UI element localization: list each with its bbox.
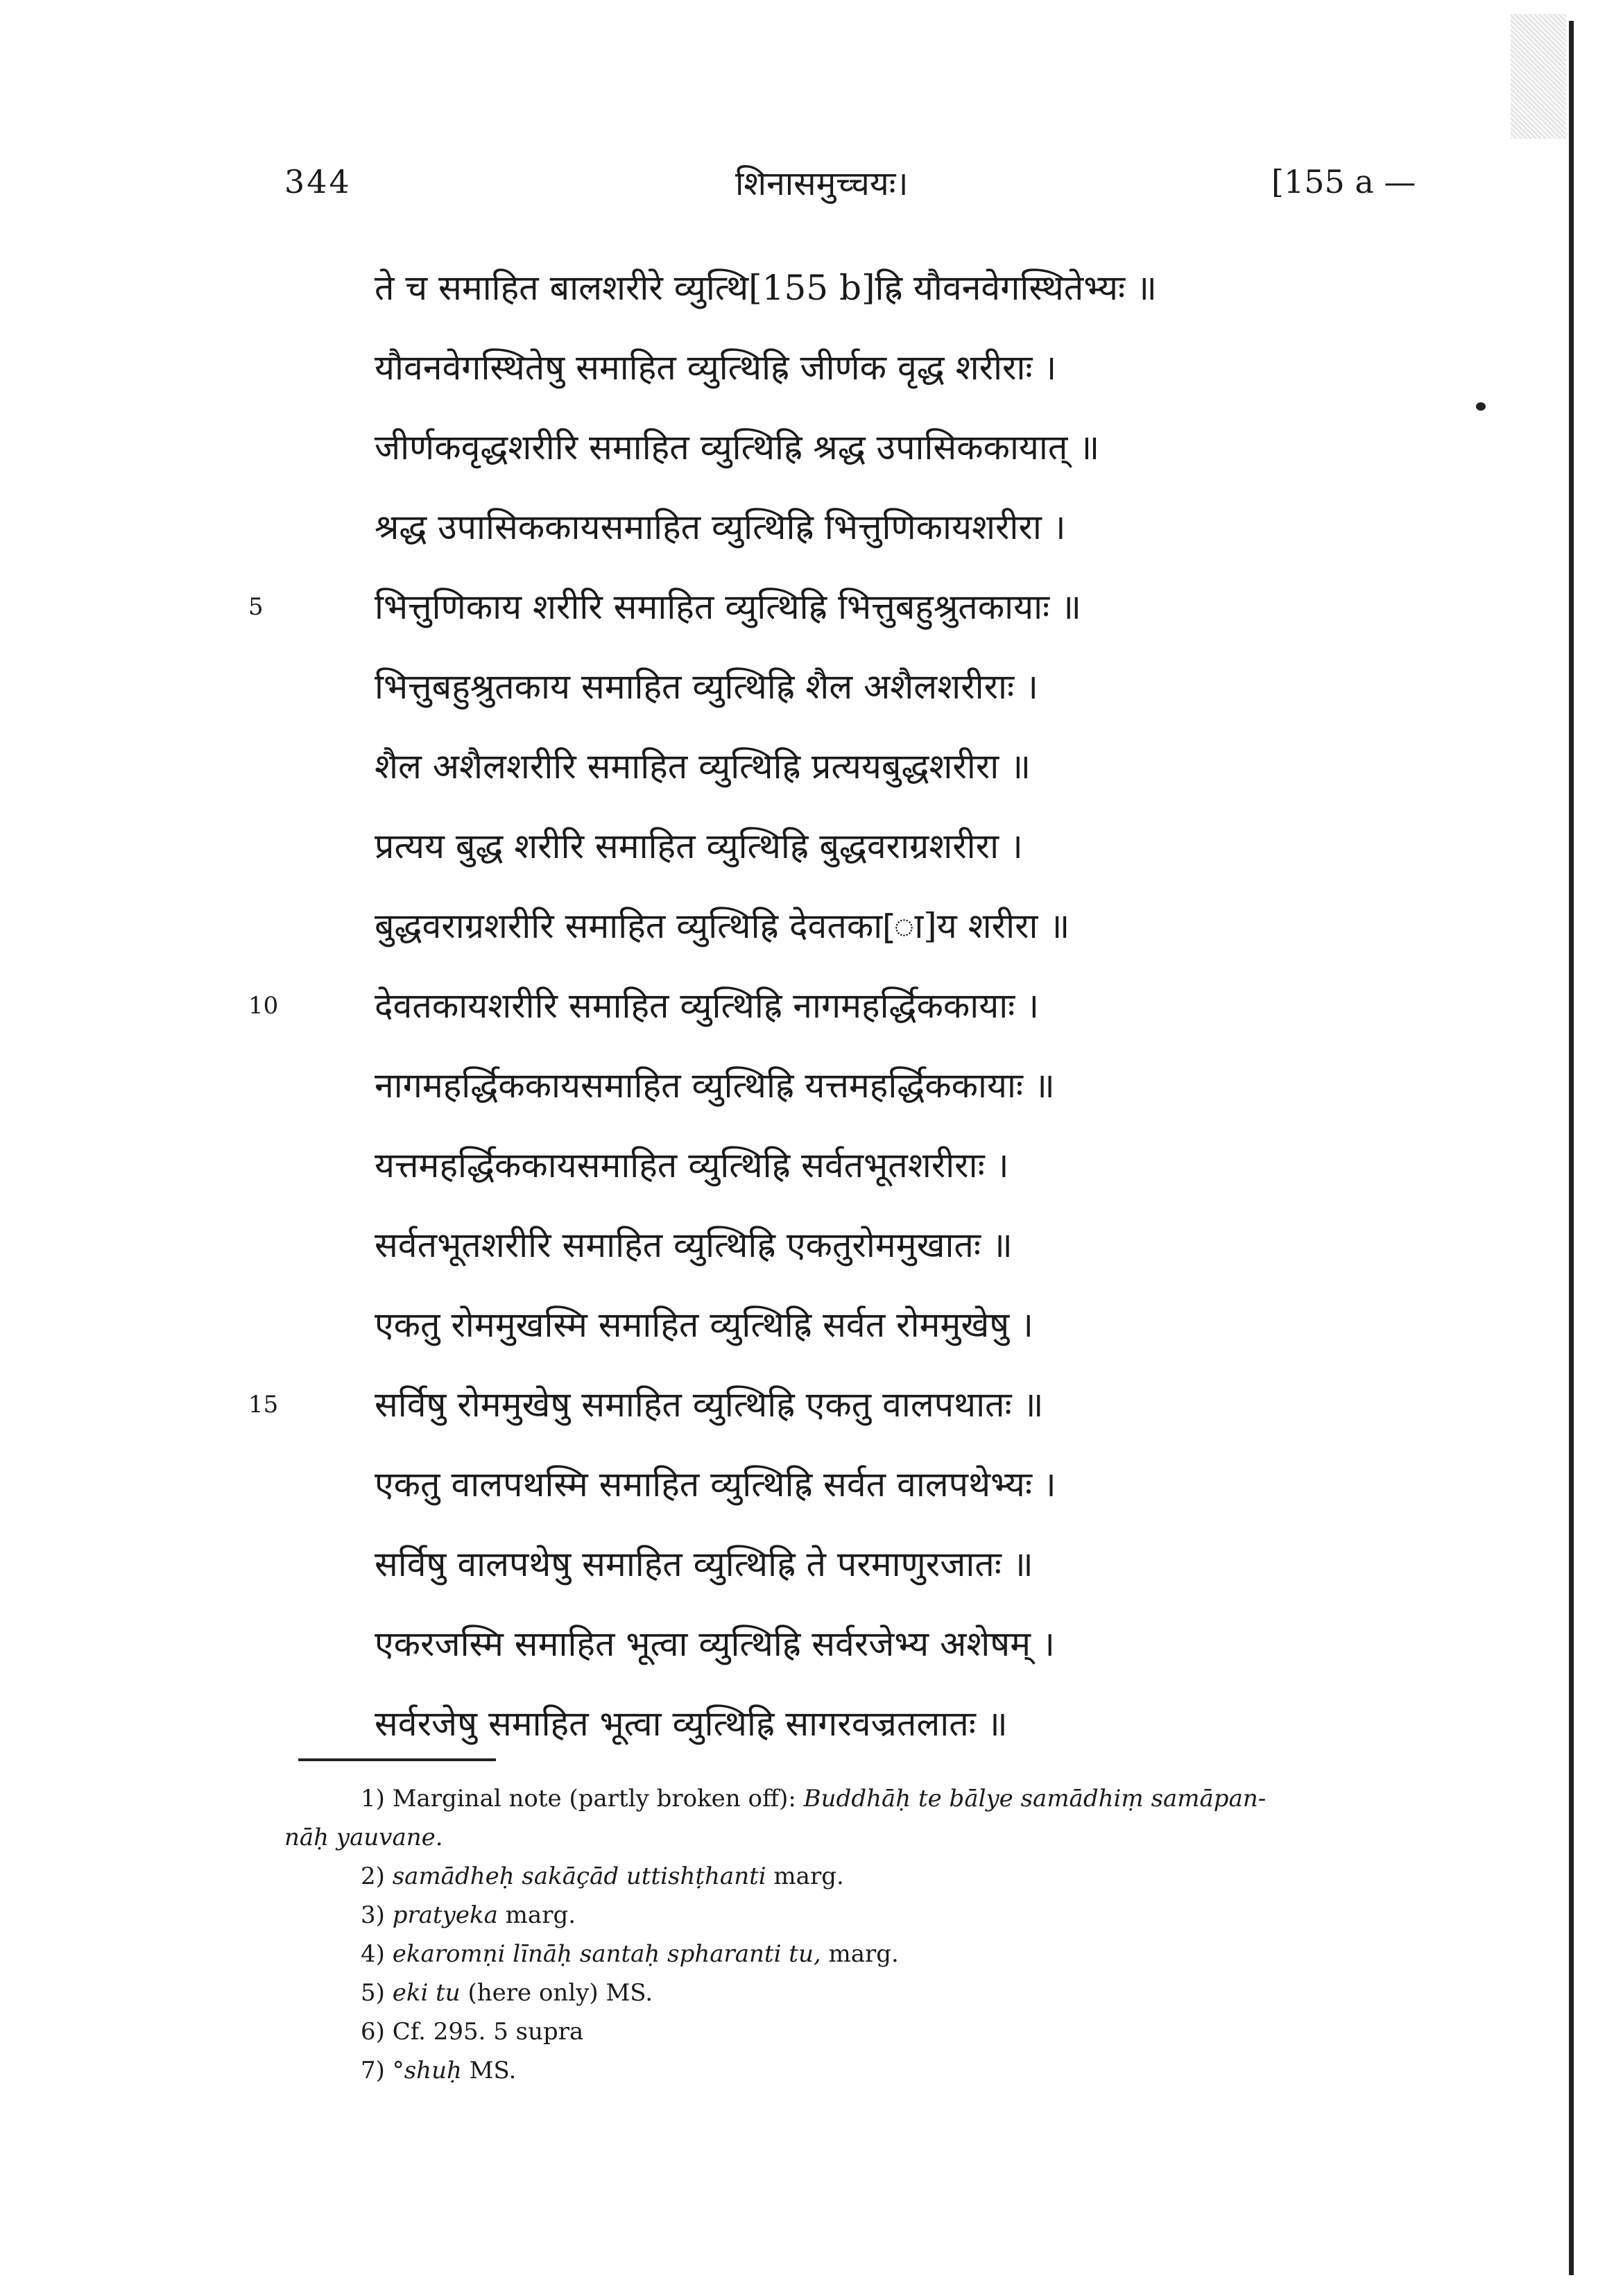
- footnote-6: 6) Cf. 295. 5 supra: [361, 2018, 584, 2046]
- verse-line: ते च समाहित बालशरीरे व्युत्थि[155 b]ह्रि यौवनवेगस्थितेभ्यः ॥: [375, 268, 1157, 308]
- verse-line: सर्वरजेषु समाहित भूत्वा व्युत्थिह्रि सागरवज्रतलातः ॥: [375, 1704, 1008, 1744]
- verse-line: बुद्धवराग्रशरीरि समाहित व्युत्थिह्रि देवतका[ा]य शरीरा ॥: [375, 906, 1070, 946]
- verse-line: एकतु वालपथस्मि समाहित व्युत्थिह्रि सर्वत वालपथेभ्यः ।: [375, 1464, 1056, 1505]
- page-number: 344: [284, 163, 352, 200]
- verse-line: जीर्णकवृद्धशरीरि समाहित व्युत्थिह्रि श्रद्ध उपासिककायात् ॥: [375, 427, 1100, 468]
- scan-noise: [1511, 14, 1566, 139]
- footnote-3: 3) pratyeka marg.: [361, 1901, 576, 1929]
- running-header: [0, 163, 1623, 212]
- verse-line: भित्तुबहुश्रुतकाय समाहित व्युत्थिह्रि शैल अशैलशरीराः ।: [375, 667, 1038, 707]
- verse-line: नागमहर्द्धिककायसमाहित व्युत्थिह्रि यत्तमहर्द्धिककायाः ॥: [375, 1065, 1055, 1106]
- footnote-7: 7) °shuḥ MS.: [361, 2057, 517, 2084]
- verse-line: श्रद्ध उपासिककायसमाहित व्युत्थिह्रि भित्तुणिकायशरीरा ।: [375, 507, 1066, 547]
- ink-speck: [1476, 402, 1486, 411]
- verse-line: देवतकायशरीरि समाहित व्युत्थिह्रि नागमहर्द्धिककायाः ।: [375, 986, 1040, 1026]
- line-number: 10: [248, 992, 279, 1020]
- running-title: शिनासमुच्चयः।: [735, 164, 909, 203]
- verse-line: शैल अशैलशरीरि समाहित व्युत्थिह्रि प्रत्ययबुद्धशरीरा ॥: [375, 746, 1031, 787]
- footnote-1-continued: nāḥ yauvane.: [284, 1824, 443, 1851]
- verse-line: एकरजस्मि समाहित भूत्वा व्युत्थिह्रि सर्वरजेभ्य अशेषम् ।: [375, 1624, 1055, 1664]
- footnotes: [284, 1779, 1422, 2090]
- verse-line: सर्विषु रोममुखेषु समाहित व्युत्थिह्रि एकतु वालपथातः ॥: [375, 1385, 1044, 1425]
- verse-line: एकतु रोममुखस्मि समाहित व्युत्थिह्रि सर्वत रोममुखेषु ।: [375, 1305, 1033, 1345]
- line-number: 5: [248, 593, 264, 621]
- footnote-rule: [298, 1758, 496, 1761]
- verse-line: सर्विषु वालपथेषु समाहित व्युत्थिह्रि ते परमाणुरजातः ॥: [375, 1544, 1033, 1584]
- footnote-5: 5) eki tu (here only) MS.: [361, 1979, 653, 2007]
- footnote-1: 1) Marginal note (partly broken off): Buddhāḥ te bālye samādhiṃ samāpan-: [361, 1785, 1266, 1813]
- verse-line: सर्वतभूतशरीरि समाहित व्युत्थिह्रि एकतुरोममुखातः ॥: [375, 1225, 1013, 1265]
- verse-line: यत्तमहर्द्धिककायसमाहित व्युत्थिह्रि सर्वतभूतशरीराः ।: [375, 1145, 1009, 1185]
- verse-line: भित्तुणिकाय शरीरि समाहित व्युत्थिह्रि भित्तुबहुश्रुतकायाः ॥: [375, 587, 1081, 627]
- scan-edge-line: [1569, 21, 1574, 2275]
- footnote-4: 4) ekaromṇi līnāḥ santaḥ spharanti tu, marg.: [361, 1940, 899, 1968]
- line-number: 15: [248, 1391, 279, 1419]
- verse-line: यौवनवेगस्थितेषु समाहित व्युत्थिह्रि जीर्णक वृद्ध शरीराः ।: [375, 348, 1057, 388]
- folio-reference: [155 a —: [1271, 163, 1416, 200]
- verse-line: प्रत्यय बुद्ध शरीरि समाहित व्युत्थिह्रि बुद्धवराग्रशरीरा ।: [375, 826, 1023, 866]
- footnote-2: 2) samādheḥ sakāçād uttishṭhanti marg.: [361, 1862, 844, 1890]
